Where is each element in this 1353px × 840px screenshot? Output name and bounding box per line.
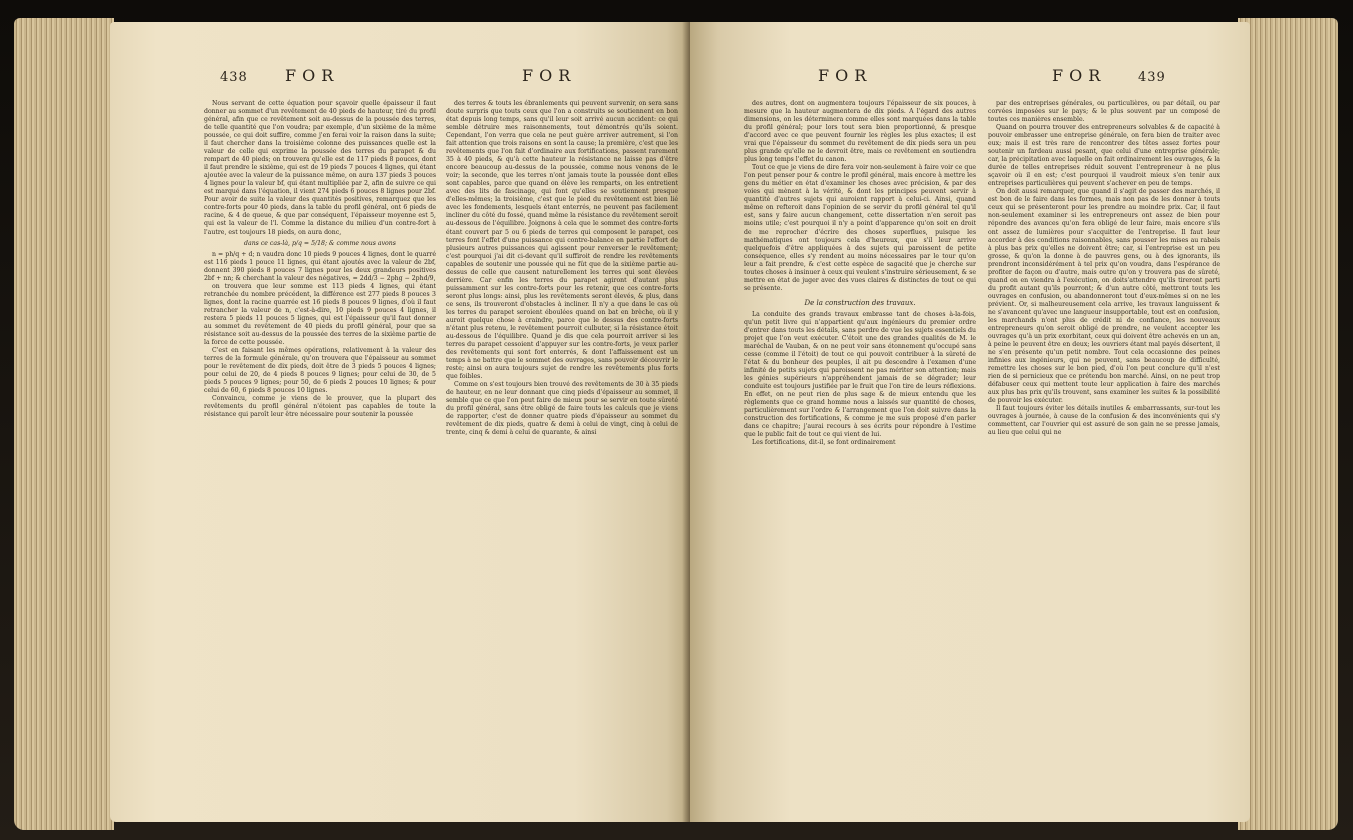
paragraph: Convaincu, comme je viens de le prouver, que la plupart des revêtements du profil général n'étoient pas capables de toute la résistance qui paroît leur être nécessaire pour soutenir la poussée	[204, 395, 436, 419]
left-page-number: 438	[220, 70, 248, 85]
right-page	[690, 22, 1250, 822]
paragraph: Quand on pourra trouver des entrepreneurs solvables & de capacité à pouvoir embrasser une entreprise générale, on fera bien de traiter avec eux; mais il est très rare de rencontrer des têtes assez fortes pour soutenir un fardeau aussi pesant, que celui d'une entreprise générale; car, la précipitation avec laquelle on fait ordinairement les ouvrages, & la durée de telles entreprises réduit souvent l'entrepreneur à ne plus sçavoir où il en est; c'est pourquoi il vaudroit mieux s'en tenir aux entreprises particulières qui peuvent s'achever en peu de temps.	[988, 124, 1220, 188]
paragraph: Nous servant de cette équation pour sçavoir quelle épaisseur il faut donner au sommet d'un revêtement de 40 pieds de hauteur, tiré du profil général, afin que ce revêtement soit au-dessus de la poussée des terres, de telle quantité que l'on voudra; par exemple, d'un sixième de la même poussée, ce qui doit suffire, comme j'en ferai voir la raison dans la suite; il faut chercher dans la troisième colonne des puissances quelle est la valeur de celle qui exprime la poussée des terres du parapet & du rempart de 40 pieds; on trouvera qu'elle est de 117 pieds 8 pouces, dont il faut prendre le sixième, qui est de 19 pieds 7 pouces 4 lignes, qui étant ajoutée avec la valeur de la puissance même, on aura 137 pieds 3 pouces 4 lignes pour la valeur bf, qui étant multipliée par 2, afin de suivre ce qui est marqué dans l'équation, il vient 274 pieds 6 pouces 8 lignes pour 2bf. Pour avoir de suite la valeur des quantités positives, remarquez que les contre-forts pour 40 pieds, dans la table du profil général, ont 6 pieds de racine, & 4 de queue, & que par conséquent, l'épaisseur moyenne est 5, qui est la valeur de l'l. Comme la distance du milieu d'un contre-fort à l'autre, est toujours 18 pieds, on aura donc,	[204, 100, 436, 236]
paragraph: par des entreprises générales, ou particulières, ou par détail, ou par corvées imposées sur le pays; & le plus souvent par un composé de toutes ces manières ensemble.	[988, 100, 1220, 124]
paragraph: C'est en faisant les mêmes opérations, relativement à la valeur des terres de la formule générale, qu'on trouvera que l'épaisseur au sommet pour le revêtement de dix pieds, doit être de 3 pieds 5 pouces 4 lignes; pour celui de 20, de 4 pieds 8 pouces 9 lignes; pour celui de 30, de 5 pieds 5 pouces 9 lignes; pour 50, de 6 pieds 2 pouces 10 lignes; & pour celui de 60, 6 pieds 8 pouces 10 lignes.	[204, 346, 436, 395]
formula: dans ce cas-là, p/q = 5/18; & comme nous avons	[244, 239, 396, 247]
paragraph: Comme on s'est toujours bien trouvé des revêtements de 30 à 35 pieds de hauteur, en ne leur donnant que cinq pieds d'épaisseur au sommet, il semble que ce que l'on peut faire de mieux pour se servir en toute sûreté du profil général, sans être obligé de faire touts les calculs que je viens de rapporter, c'est de donner quatre pieds d'épaisseur au sommet du revêtement de dix pieds, quatre & demi à celui de vingt, cinq à celui de trente, cinq & demi à celui de quarante, & ainsi	[446, 381, 678, 437]
paragraph: n = ph/q + d; n vaudra donc 10 pieds 9 pouces 4 lignes, dont le quarré est 116 pieds 1 pouce 11 lignes, qui étant ajoutés avec la valeur de 2bf, donnent 390 pieds 8 pouces 7 lignes pour les deux grandeurs positives 2bf + nn; & cherchant la valeur des négatives, = 2dd/3 − 2phg − 2phd/9,	[204, 250, 436, 282]
left-header-right: FOR	[522, 66, 577, 85]
right-page-edges	[1238, 18, 1338, 830]
right-header-left: FOR	[818, 66, 873, 85]
left-header-left: FOR	[285, 66, 340, 85]
paragraph: Les fortifications, dit-il, se font ordinairement	[752, 439, 896, 447]
paragraph: Il faut toujours éviter les détails inutiles & embarrassants, sur-tout les ouvrages à journée, à cause de la confusion & des inconvénients qui s'y commettent, car l'ouvrier qui est assuré de son gain ne se presse jamais, au lieu que celui qui ne	[988, 405, 1220, 437]
left-page-edges	[14, 18, 114, 830]
right-page-number: 439	[1138, 70, 1166, 85]
paragraph: On doit aussi remarquer, que quand il s'agit de passer des marchés, il est bon de le faire dans les formes, mais non pas de les donner à touts ceux qui se présenteront pour les prendre au moindre prix. Car, il faut non-seulement examiner si les entrepreneurs ont assez de bien pour répondre des avances qu'on fera obligé de leur faire, mais encore s'ils ont assez de lumières pour s'acquitter de l'entreprise. Il faut leur accorder à des conditions raisonnables, sans pousser les mises au rabais à plus bas prix qu'elles ne doivent être; car, si l'entreprise est un peu grosse, & qu'on la donne à de pauvres gens, ou à des ignorants, ils prendront inconsidérément à tel prix qu'on voudra, dans l'espérance de profiter de façon ou d'autre, mais outre qu'on y trouvera pas de sûreté, quand on en viendra à l'exécution, on doits'attendre qu'ils tireront parti du profit autant qu'ils pourront; & d'un autre côté, mettront touts les ouvrages en confusion, ou abandonneront tout d'eux-mêmes si on ne les prévient. Or, si malheureusement cela arrive, les travaux languissent & ne s'avancent qu'avec une langueur insupportable, tout est en confusion, les marchands n'ont plus de crédit ni de confiance, les nouveaux entrepreneurs qu'on seroit obligé de prendre, ne veulent accepter les ouvrages qu'à un prix exorbitant, ceux qui doivent être achevés en un an, à peine le peuvent être en deux; les ouvriers étant mal payés désertent, il ne s'en présente qu'un petit nombre. Tout cela occasionne des peines infinies aux ingénieurs, qui ne peuvent, sans beaucoup de difficulté, remettre les choses sur le bon pied, d'où l'on peut conclure qu'il n'est rien de si pernicieux que ce prétendu bon marché. Ainsi, on ne peut trop défabuser ceux qui mettent toute leur application à faire des marchés aux plus bas prix qu'ils trouvent, sans examiner les suites & la possibilité de pouvoir les exécuter.	[988, 188, 1220, 405]
paragraph: on trouvera que leur somme est 113 pieds 4 lignes, qui étant retranchée du nombre précédent, la différence est 277 pieds 8 pouces 3 lignes, dont la racine quarrée est 16 pieds 8 pouces 9 lignes, d'où il faut retrancher la valeur de n, c'est-à-dire, 10 pieds 9 pouces 4 lignes, il restera 5 pieds 11 pouces 5 lignes, qui est l'épaisseur qu'il faut donner au sommet du revêtement de 40 pieds du profil général, pour que sa résistance soit au-dessus de la poussée des terres de la sixième partie de la force de cette poussée.	[204, 282, 436, 346]
left-column-2	[446, 100, 678, 437]
left-column-1	[204, 100, 436, 419]
paragraph: des autres, dont on augmentera toujours l'épaisseur de six pouces, à mesure que la hauteur augmentera de dix pieds. A l'égard des autres dimensions, on les déterminera comme elles sont marquées dans la table du profil général; pour lors tout sera bien proportionné, & presque d'accord avec ce que peuvent fournir les règles les plus exactes; il est vrai que l'épaisseur du sommet du revêtement de dix pieds sera un peu plus grande qu'elle ne le devroit être, mais ce revêtement en soutiendra plus long temps l'effet du canon.	[744, 100, 976, 164]
right-column-2	[988, 100, 1220, 437]
right-header-right: FOR	[1052, 66, 1107, 85]
right-column-1	[744, 100, 976, 447]
paragraph: Tout ce que je viens de dire fera voir non-seulement à faire voir ce que l'on peut penser pour & contre le profil général, mais encore à mettre les gens du métier en état d'examiner les choses avec précision, & par des voies qui mènent à la vérité, & dont les principes peuvent servir à quantité d'autres sujets qui auroient rapport à celui-ci. Ainsi, quand même on refteroit dans l'opinion de se servir du profil général tel qu'il est, sans y faire aucun changement, cette dissertation n'en seroit pas moins utile; c'est pourquoi il n'y a point d'apparence qu'on soit en droit de me reprocher d'écrire des choses superflues, puisque les mathématiques ont toujours cela d'heureux, que s'il leur arrive quelquefois d'être appliquées à des sujets qui paroissent de petite conséquence, elles s'y rendent au moins nécessaires par le tour qu'on leur a fait prendre, & c'est cette espèce de sagacité que je cherche sur toutes choses à insinuer à ceux qui veulent s'instruire sérieusement, & se mettre en état de juger avec des vues claires & distinctes de tout ce qui se présente.	[744, 164, 976, 292]
paragraph: La conduite des grands travaux embrasse tant de choses à-la-fois, qu'un petit livre qui n'appartient qu'aux ingénieurs du premier ordre d'entrer dans touts les détails, sans perdre de vue les sujets essentiels du projet que l'on veut exécuter. C'étoit une des grandes qualités de M. le maréchal de Vauban, & on ne peut voir sans étonnement qu'occupé sans cesse (comme il l'étoit) de tout ce qui pouvoit contribuer à la sûreté de l'état & du bonheur des peuples, il ait pu descendre à l'examen d'une infinité de petits sujets qui paroissent ne pas mériter son attention; mais les génies supérieurs n'appréhendent jamais de se dégrader; leur conduite est toujours justifiée par le fruit que l'on tire de leurs réflexions. En effet, on ne peut rien de plus sage & de mieux entendu que les règlements que ce grand homme nous a laissés sur quantité de choses, particulièrement sur l'ordre & l'arrangement que l'on doit suivre dans la construction des fortifications, & comme je me suis proposé d'en parler dans ce chapitre; j'aurai recours à ses écrits pour répondre à l'estime que le public fait de tout ce qui vient de lui.	[744, 310, 976, 439]
section-heading: De la construction des travaux.	[804, 298, 916, 307]
left-page	[110, 22, 690, 822]
paragraph: des terres & touts les ébranlements qui peuvent survenir, on sera sans doute surpris que touts ceux que l'on a construits se soutiennent en bon état depuis long temps, sans qu'il leur soit arrivé aucun accident: ce qui semble détruire mes raisonnements, tout démontrés qu'ils soient. Cependant, l'on verra que cela ne peut guère arriver autrement, si l'on fait attention que trois raisons en sont la cause; la première, c'est que les revêtements que l'on fait d'ordinaire aux fortifications, passent rarement 35 à 40 pieds, & qu'à cette hauteur la résistance ne laisse pas d'être encore beaucoup au-dessus de la poussée, comme nous venons de le voir; la seconde, que les terres n'ont jamais toute la poussée dont elles sont capables, parce que quand on élève les remparts, on les entretient avec des lits de fascinage, qui font qu'elles se soutiennent presque d'elles-mêmes; la troisième, c'est que le pied du revêtement est bien lié avec les fondements, lesquels étant enterrés, ne peuvent pas facilement incliner du côté du fossé, quand même la résistance du revêtement seroit au-dessous de l'équilibre. Joignons à cela que le sommet des contre-forts étant couvert par 5 ou 6 pieds de terres qui composent le parapet, ces terres font l'effet d'une puissance qui contre-balance en partie l'effort de plusieurs autres puissances qui agissent pour renverser le revêtement; c'est pourquoi j'ai dit ci-devant qu'il suffiroit de rendre les revêtements capables de soutenir une poussée qui ne fût que de la sixième partie au-dessus de celle que causent naturellement les terres qui sont élevées derrière. Car enfin les terres du parapet agiront d'autant plus puissamment sur les contre-forts pour les retenir, que ces contre-forts seront plus longs: ainsi, plus les revêtements seront élevés, & plus, dans ce sens, ils trouveront d'obstacles à incliner. Il n'y a que dans le cas où les terres du parapet seroient éboulées quand on bat en brèche, où il y auroit quelque chose à craindre, parce que le dessus des contre-forts n'étant plus retenu, le revêtement pourroit culbuter, si la résistance étoit au-dessous de l'équilibre. Quand je dis que cela pourroit arriver si les terres du parapet cessoient d'appuyer sur les contre-forts, je veux parler des revêtements qui sont fort enterrés, & dont l'affaissement est un temps à ne battre que le sommet des ouvrages, sans pouvoir découvrir le reste; ainsi on aura toujours sujet de rendre les revêtements plus forts que foibles.	[446, 100, 678, 381]
